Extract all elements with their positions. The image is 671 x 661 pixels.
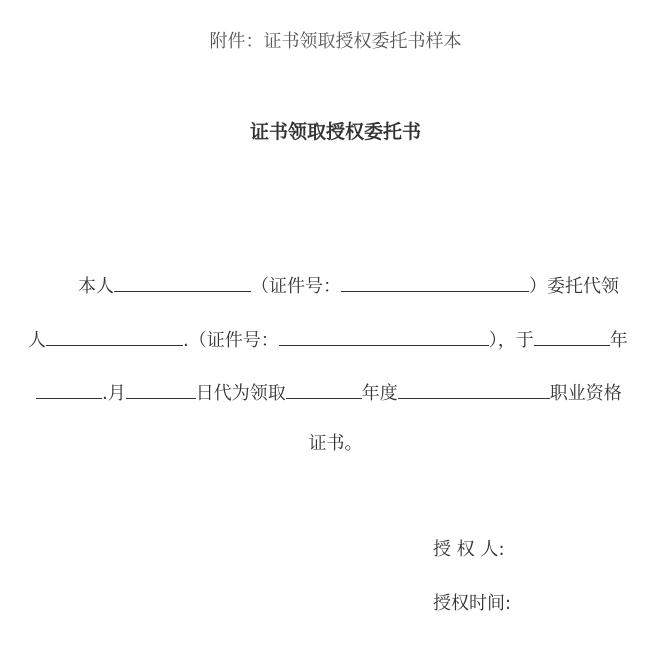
blank-month xyxy=(36,380,102,399)
text-self: 本人 xyxy=(78,276,114,297)
text-collect: 日代为领取 xyxy=(195,383,286,404)
attachment-label: 附件：证书领取授权委托书样本 xyxy=(209,31,462,52)
blank-year xyxy=(534,327,610,346)
text-id-label: .（证件号： xyxy=(183,330,279,351)
document-title: 证书领取授权委托书 xyxy=(249,121,421,143)
body-line-1 xyxy=(78,273,619,299)
authorization-date-label: 授权时间: xyxy=(433,593,512,614)
blank-agent-id xyxy=(279,327,489,346)
blank-qualification xyxy=(398,380,550,399)
text-certificate: 证书。 xyxy=(308,433,363,454)
blank-principal-name xyxy=(114,273,251,292)
text-on: ），于 xyxy=(488,330,534,351)
text-year: 年 xyxy=(609,330,628,351)
body-line-4 xyxy=(0,432,671,456)
text-person: 人 xyxy=(28,330,46,351)
authorizer-label: 授 权 人: xyxy=(433,539,505,560)
blank-agent-name xyxy=(46,327,183,346)
text-month: .月 xyxy=(102,383,126,404)
text-id-label: （证件号： xyxy=(251,276,341,297)
body-line-2 xyxy=(28,327,628,353)
blank-cert-year xyxy=(286,380,362,399)
body-line-3 xyxy=(36,380,622,406)
text-annual: 年度 xyxy=(361,383,398,404)
blank-principal-id xyxy=(341,273,529,292)
text-qualification: 职业资格 xyxy=(549,383,622,404)
text-entrust: ）委托代领 xyxy=(529,276,619,297)
blank-day xyxy=(126,380,196,399)
